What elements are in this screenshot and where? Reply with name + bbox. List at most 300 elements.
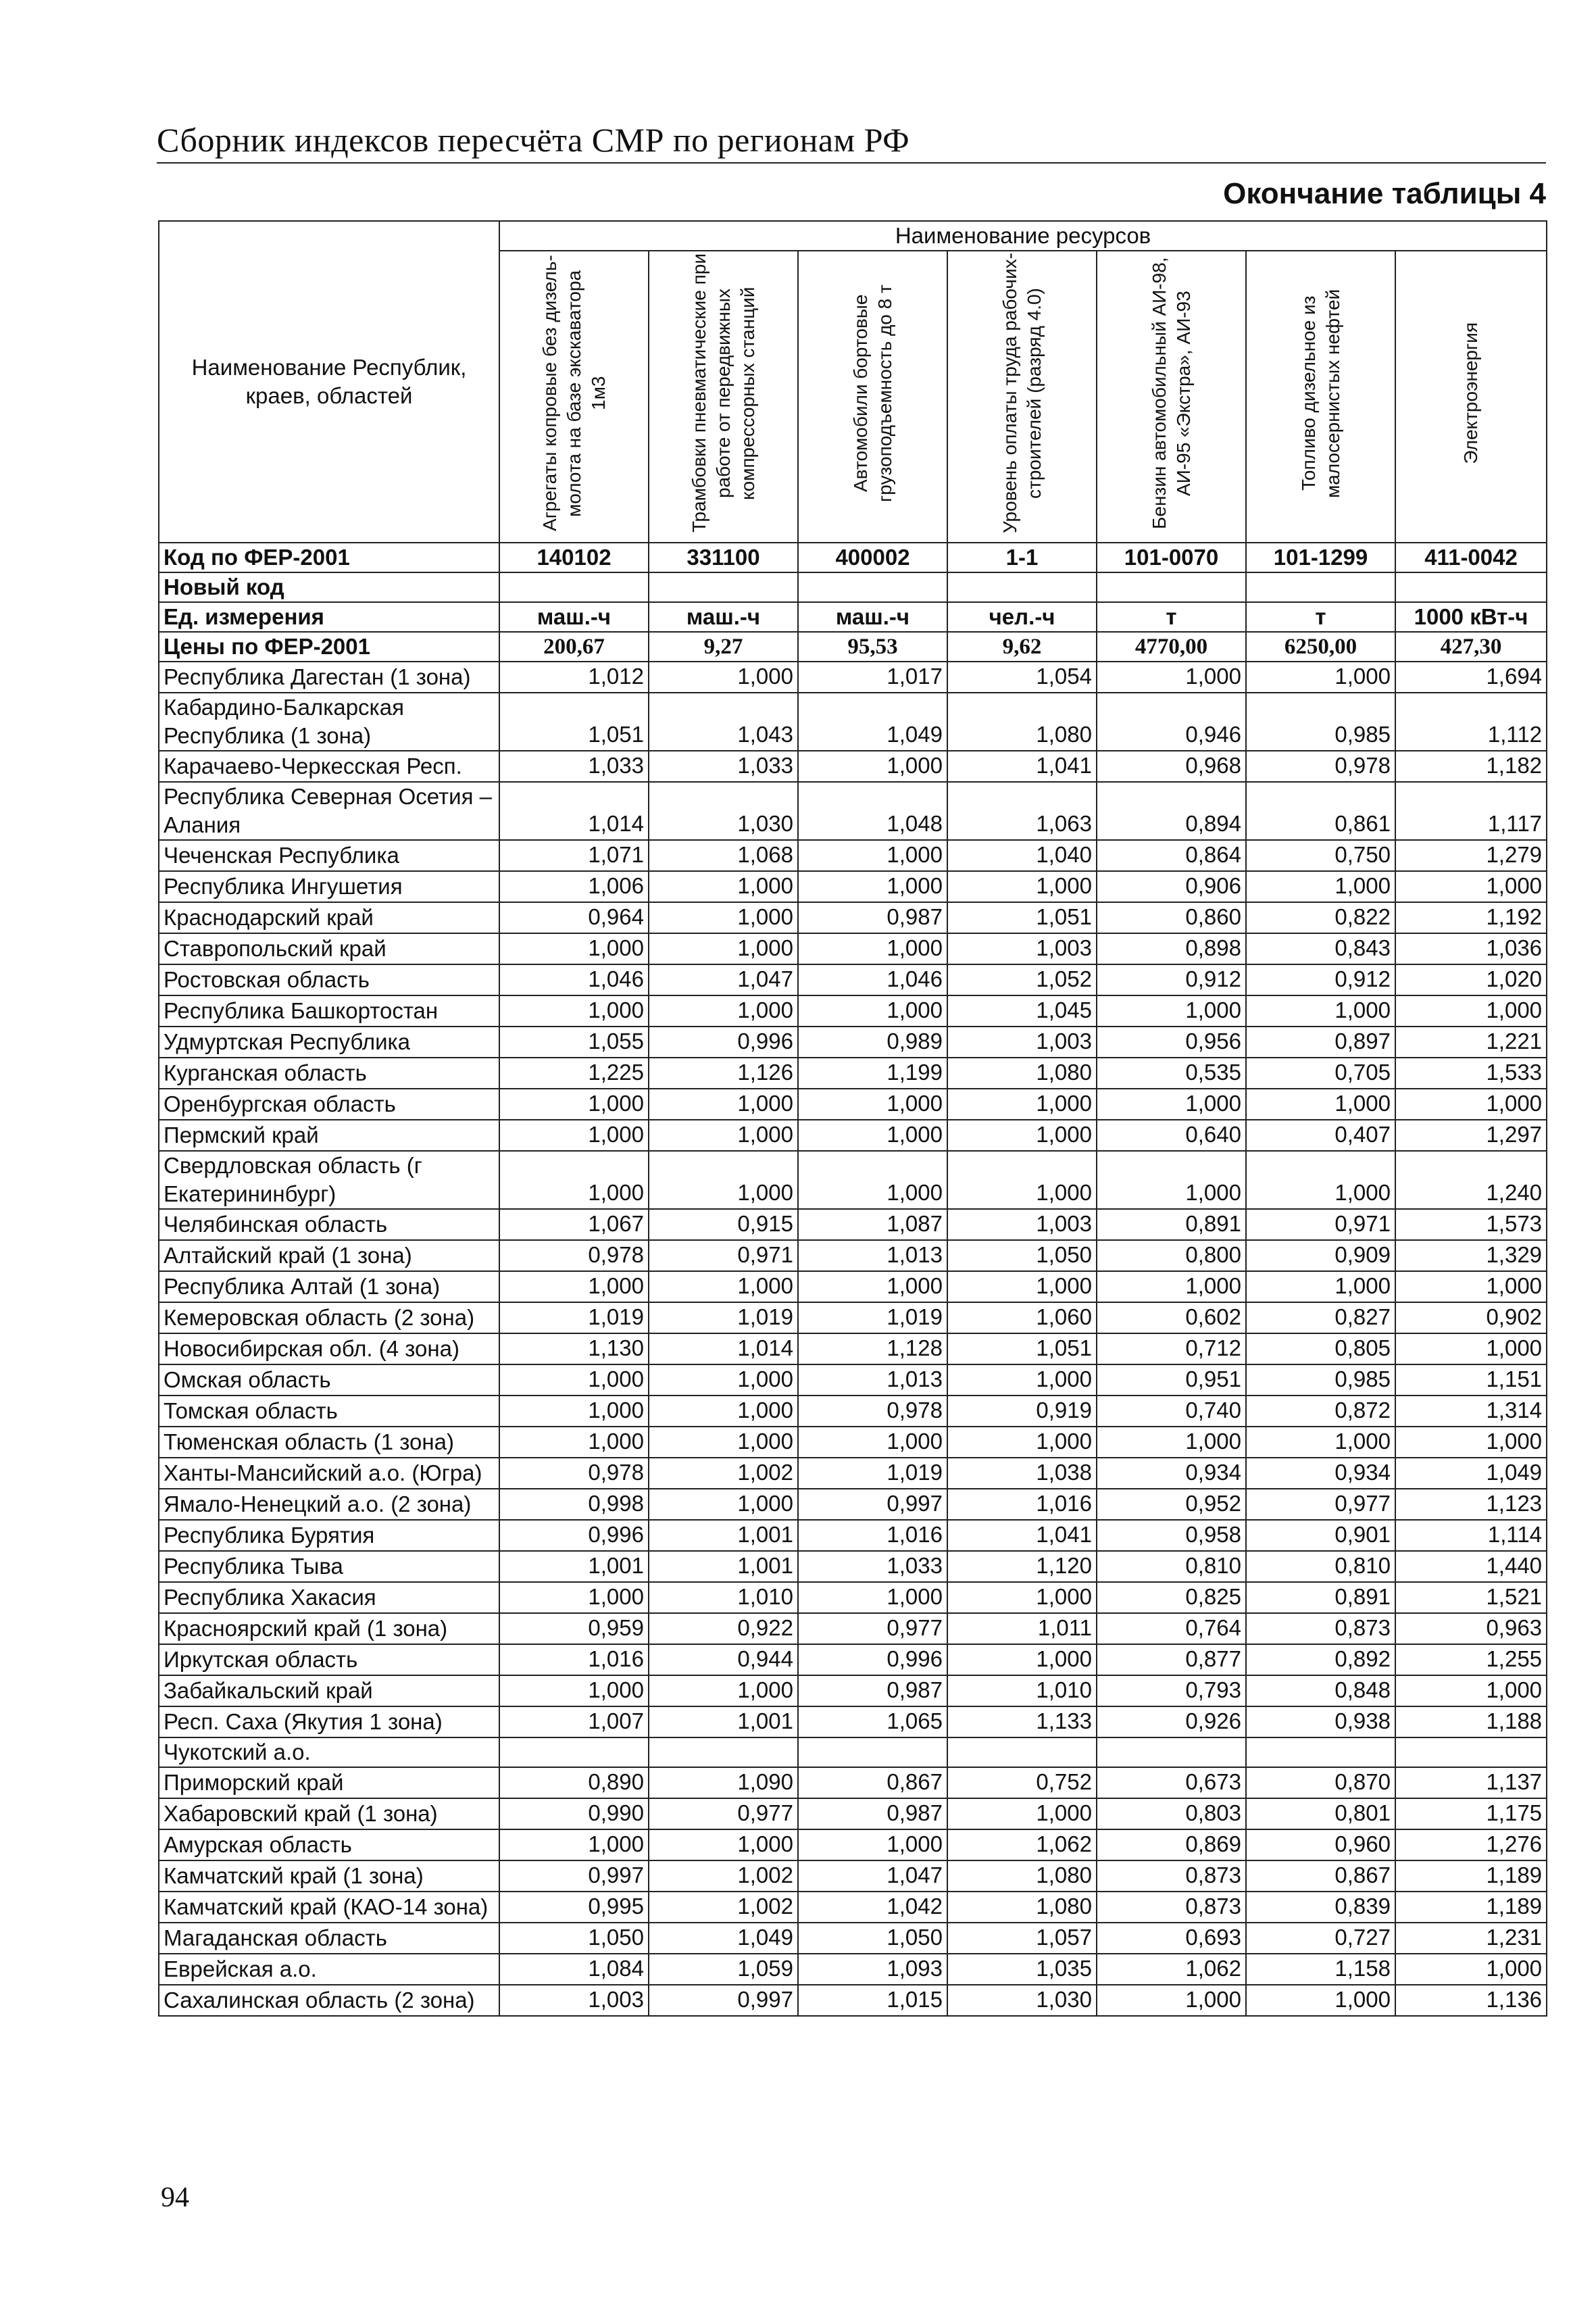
region-name-cell: Сахалинская область (2 зона) xyxy=(159,1985,499,2016)
index-value-cell: 1,000 xyxy=(1097,662,1246,693)
resource-column-label: Уровень оплаты труда рабочих-строителей (разряд 4.0) xyxy=(999,253,1045,534)
index-value-cell: 0,822 xyxy=(1246,902,1395,933)
code-label: Код по ФЕР-2001 xyxy=(159,543,499,572)
table-row xyxy=(159,1271,1547,1302)
index-value-cell: 1,329 xyxy=(1395,1240,1547,1271)
region-name-cell: Чукотский а.о. xyxy=(159,1737,499,1767)
index-value-cell: 0,705 xyxy=(1246,1058,1395,1089)
index-value-cell: 0,877 xyxy=(1097,1644,1246,1675)
index-value-cell: 1,000 xyxy=(1246,1151,1395,1209)
index-value-cell: 1,019 xyxy=(499,1302,649,1333)
index-value-cell: 1,033 xyxy=(798,1551,947,1582)
index-value-cell: 0,997 xyxy=(798,1489,947,1520)
index-value-cell: 1,017 xyxy=(798,662,947,693)
index-value-cell: 0,801 xyxy=(1246,1798,1395,1829)
new-code-cell xyxy=(649,572,798,602)
unit-cell: маш.-ч xyxy=(499,602,649,632)
price-cell: 9,27 xyxy=(649,632,798,662)
index-value-cell: 1,007 xyxy=(499,1706,649,1737)
index-value-cell: 0,892 xyxy=(1246,1644,1395,1675)
index-value-cell: 1,033 xyxy=(499,751,649,782)
index-value-cell: 1,000 xyxy=(1097,995,1246,1027)
index-value-cell: 0,740 xyxy=(1097,1396,1246,1427)
index-value-cell: 1,000 xyxy=(649,1675,798,1706)
index-value-cell: 1,123 xyxy=(1395,1489,1547,1520)
index-value-cell: 0,951 xyxy=(1097,1364,1246,1396)
index-value-cell: 1,000 xyxy=(499,1396,649,1427)
index-value-cell: 1,016 xyxy=(947,1489,1097,1520)
region-name-cell: Кемеровская область (2 зона) xyxy=(159,1302,499,1333)
index-value-cell: 1,117 xyxy=(1395,782,1547,840)
index-value-cell: 0,891 xyxy=(1246,1582,1395,1613)
table-row xyxy=(159,1675,1547,1706)
fer-code-cell: 400002 xyxy=(798,543,947,572)
index-value-cell: 0,971 xyxy=(649,1240,798,1271)
index-value-cell: 1,041 xyxy=(947,751,1097,782)
table-row xyxy=(159,1829,1547,1860)
region-name-cell: Республика Хакасия xyxy=(159,1582,499,1613)
resource-column-header xyxy=(1395,251,1547,543)
region-name-cell: Республика Северная Осетия – Алания xyxy=(159,782,499,840)
index-value-cell: 1,019 xyxy=(649,1302,798,1333)
index-value-cell: 1,063 xyxy=(947,782,1097,840)
index-value-cell: 1,065 xyxy=(798,1706,947,1737)
index-value-cell: 1,225 xyxy=(499,1058,649,1089)
index-value-cell: 0,803 xyxy=(1097,1798,1246,1829)
index-value-cell: 0,995 xyxy=(499,1892,649,1923)
index-value-cell: 0,872 xyxy=(1246,1396,1395,1427)
index-value-cell: 1,050 xyxy=(798,1923,947,1954)
index-value-cell: 1,000 xyxy=(1246,1427,1395,1458)
index-value-cell: 0,987 xyxy=(798,1675,947,1706)
region-name-cell: Республика Ингушетия xyxy=(159,871,499,902)
resource-column-header xyxy=(1097,251,1246,543)
new-code-cell xyxy=(1395,572,1547,602)
index-value-cell: 1,128 xyxy=(798,1333,947,1364)
index-value-cell: 0,919 xyxy=(947,1396,1097,1427)
index-value-cell: 0,902 xyxy=(1395,1302,1547,1333)
index-value-cell: 1,033 xyxy=(649,751,798,782)
index-value-cell: 0,915 xyxy=(649,1209,798,1240)
region-name-cell: Чеченская Республика xyxy=(159,840,499,871)
index-value-cell: 1,019 xyxy=(798,1458,947,1489)
index-value-cell: 0,996 xyxy=(499,1520,649,1551)
region-name-cell: Амурская область xyxy=(159,1829,499,1860)
index-value-cell: 1,188 xyxy=(1395,1706,1547,1737)
index-value-cell: 0,964 xyxy=(499,902,649,933)
index-value-cell: 1,093 xyxy=(798,1954,947,1985)
index-table xyxy=(158,220,1547,2017)
index-value-cell: 0,897 xyxy=(1246,1027,1395,1058)
index-value-cell: 1,130 xyxy=(499,1333,649,1364)
index-value-cell: 0,867 xyxy=(1246,1860,1395,1892)
unit-cell: 1000 кВт-ч xyxy=(1395,602,1547,632)
index-value-cell: 1,000 xyxy=(947,1427,1097,1458)
price-label: Цены по ФЕР-2001 xyxy=(159,632,499,662)
table-row xyxy=(159,1240,1547,1271)
index-value-cell: 1,062 xyxy=(947,1829,1097,1860)
index-value-cell: 0,909 xyxy=(1246,1240,1395,1271)
index-value-cell: 1,000 xyxy=(499,1427,649,1458)
index-value-cell xyxy=(947,1737,1097,1767)
index-value-cell: 1,080 xyxy=(947,1892,1097,1923)
table-row xyxy=(159,1209,1547,1240)
index-value-cell: 1,001 xyxy=(649,1706,798,1737)
table-row xyxy=(159,1058,1547,1089)
index-value-cell: 1,189 xyxy=(1395,1860,1547,1892)
resource-column-label: Автомобили бортовые грузоподъемность до 8 т xyxy=(849,285,895,502)
index-value-cell: 1,000 xyxy=(1395,1427,1547,1458)
table-row xyxy=(159,871,1547,902)
index-value-cell: 0,922 xyxy=(649,1613,798,1644)
index-value-cell: 1,035 xyxy=(947,1954,1097,1985)
index-value-cell: 1,000 xyxy=(499,1120,649,1151)
index-value-cell: 0,960 xyxy=(1246,1829,1395,1860)
index-value-cell: 1,000 xyxy=(1097,1271,1246,1302)
index-value-cell: 1,000 xyxy=(649,902,798,933)
table-row xyxy=(159,782,1547,840)
region-name-cell: Томская область xyxy=(159,1396,499,1427)
index-value-cell: 1,000 xyxy=(649,871,798,902)
table-row xyxy=(159,1151,1547,1209)
index-value-cell: 1,001 xyxy=(649,1551,798,1582)
index-value-cell: 0,825 xyxy=(1097,1582,1246,1613)
index-value-cell: 0,990 xyxy=(499,1798,649,1829)
index-value-cell: 0,978 xyxy=(798,1396,947,1427)
unit-cell: маш.-ч xyxy=(798,602,947,632)
index-value-cell: 1,030 xyxy=(947,1985,1097,2016)
index-value-cell xyxy=(1395,1737,1547,1767)
index-value-cell: 1,000 xyxy=(1246,662,1395,693)
index-value-cell: 1,151 xyxy=(1395,1364,1547,1396)
unit-cell: чел.-ч xyxy=(947,602,1097,632)
region-name-cell: Хабаровский край (1 зона) xyxy=(159,1798,499,1829)
index-value-cell: 1,000 xyxy=(1097,1089,1246,1120)
region-name-cell: Республика Башкортостан xyxy=(159,995,499,1027)
index-value-cell: 1,000 xyxy=(1395,1089,1547,1120)
index-value-cell: 1,003 xyxy=(947,933,1097,964)
index-value-cell: 1,046 xyxy=(798,964,947,995)
index-value-cell: 1,051 xyxy=(947,1333,1097,1364)
index-value-cell: 1,040 xyxy=(947,840,1097,871)
index-value-cell: 0,891 xyxy=(1097,1209,1246,1240)
index-value-cell: 1,010 xyxy=(649,1582,798,1613)
index-value-cell xyxy=(798,1737,947,1767)
index-value-cell: 1,255 xyxy=(1395,1644,1547,1675)
index-value-cell: 1,000 xyxy=(947,1271,1097,1302)
index-value-cell: 1,000 xyxy=(499,1364,649,1396)
index-value-cell: 0,978 xyxy=(1246,751,1395,782)
region-name-cell: Еврейская а.о. xyxy=(159,1954,499,1985)
index-value-cell: 1,013 xyxy=(798,1240,947,1271)
index-value-cell: 1,114 xyxy=(1395,1520,1547,1551)
index-value-cell: 1,573 xyxy=(1395,1209,1547,1240)
index-value-cell: 0,860 xyxy=(1097,902,1246,933)
region-name-cell: Республика Бурятия xyxy=(159,1520,499,1551)
index-value-cell: 0,640 xyxy=(1097,1120,1246,1151)
table-row xyxy=(159,1737,1547,1767)
index-value-cell: 0,938 xyxy=(1246,1706,1395,1737)
index-value-cell: 0,827 xyxy=(1246,1302,1395,1333)
header-divider xyxy=(157,162,1546,164)
new-code-label: Новый код xyxy=(159,572,499,602)
table-row xyxy=(159,662,1547,693)
region-name-cell: Оренбургская область xyxy=(159,1089,499,1120)
index-value-cell: 0,977 xyxy=(1246,1489,1395,1520)
index-value-cell: 0,873 xyxy=(1097,1860,1246,1892)
index-value-cell: 1,000 xyxy=(947,1582,1097,1613)
index-value-cell: 0,959 xyxy=(499,1613,649,1644)
index-value-cell: 1,051 xyxy=(499,693,649,751)
index-value-cell xyxy=(1246,1737,1395,1767)
table-row xyxy=(159,1302,1547,1333)
fer-code-cell: 101-0070 xyxy=(1097,543,1246,572)
index-value-cell: 1,080 xyxy=(947,1860,1097,1892)
price-cell: 9,62 xyxy=(947,632,1097,662)
fer-code-cell: 140102 xyxy=(499,543,649,572)
region-name-cell: Республика Дагестан (1 зона) xyxy=(159,662,499,693)
region-name-cell: Удмуртская Республика xyxy=(159,1027,499,1058)
index-value-cell: 1,001 xyxy=(649,1520,798,1551)
region-name-cell: Иркутская область xyxy=(159,1644,499,1675)
index-value-cell: 0,793 xyxy=(1097,1675,1246,1706)
region-name-cell: Омская область xyxy=(159,1364,499,1396)
index-value-cell: 1,014 xyxy=(649,1333,798,1364)
table-row xyxy=(159,1892,1547,1923)
index-value-cell: 1,240 xyxy=(1395,1151,1547,1209)
index-value-cell: 1,010 xyxy=(947,1675,1097,1706)
region-name-cell: Краснодарский край xyxy=(159,902,499,933)
table-row xyxy=(159,1396,1547,1427)
index-value-cell: 0,869 xyxy=(1097,1829,1246,1860)
index-value-cell: 1,000 xyxy=(499,1675,649,1706)
index-value-cell: 1,000 xyxy=(649,1120,798,1151)
index-value-cell: 1,049 xyxy=(1395,1458,1547,1489)
index-value-cell: 1,047 xyxy=(649,964,798,995)
index-value-cell: 0,987 xyxy=(798,1798,947,1829)
index-value-cell: 1,059 xyxy=(649,1954,798,1985)
page-number: 94 xyxy=(161,2182,189,2213)
index-value-cell: 0,963 xyxy=(1395,1613,1547,1644)
index-value-cell: 1,000 xyxy=(499,1089,649,1120)
index-value-cell: 1,000 xyxy=(649,1089,798,1120)
index-value-cell: 0,934 xyxy=(1246,1458,1395,1489)
region-name-cell: Алтайский край (1 зона) xyxy=(159,1240,499,1271)
region-name-cell: Красноярский край (1 зона) xyxy=(159,1613,499,1644)
index-value-cell: 0,912 xyxy=(1246,964,1395,995)
index-value-cell: 1,006 xyxy=(499,871,649,902)
index-value-cell: 1,000 xyxy=(947,1151,1097,1209)
table-row xyxy=(159,933,1547,964)
index-value-cell: 1,000 xyxy=(1395,871,1547,902)
index-value-cell: 1,000 xyxy=(798,1151,947,1209)
index-value-cell: 1,000 xyxy=(1246,1089,1395,1120)
index-value-cell: 1,175 xyxy=(1395,1798,1547,1829)
index-value-cell: 0,693 xyxy=(1097,1923,1246,1954)
index-value-cell: 1,000 xyxy=(1395,1675,1547,1706)
index-value-cell: 1,440 xyxy=(1395,1551,1547,1582)
table-row xyxy=(159,840,1547,871)
index-value-cell: 1,000 xyxy=(947,1120,1097,1151)
index-value-cell: 1,133 xyxy=(947,1706,1097,1737)
index-value-cell: 0,901 xyxy=(1246,1520,1395,1551)
index-value-cell: 1,000 xyxy=(798,995,947,1027)
index-value-cell: 1,002 xyxy=(649,1860,798,1892)
table-row xyxy=(159,1364,1547,1396)
region-name-cell: Пермский край xyxy=(159,1120,499,1151)
index-value-cell: 1,533 xyxy=(1395,1058,1547,1089)
index-value-cell: 1,047 xyxy=(798,1860,947,1892)
index-value-cell: 1,002 xyxy=(649,1458,798,1489)
table-row xyxy=(159,1089,1547,1120)
index-value-cell: 1,182 xyxy=(1395,751,1547,782)
table-row xyxy=(159,1767,1547,1798)
index-value-cell: 1,000 xyxy=(798,751,947,782)
index-value-cell: 0,602 xyxy=(1097,1302,1246,1333)
price-cell: 95,53 xyxy=(798,632,947,662)
index-value-cell: 0,906 xyxy=(1097,871,1246,902)
new-code-cell xyxy=(947,572,1097,602)
table-row xyxy=(159,1954,1547,1985)
document-header-title: Сборник индексов пересчёта СМР по регионам РФ xyxy=(157,121,910,159)
index-value-cell: 1,084 xyxy=(499,1954,649,1985)
index-value-cell: 1,694 xyxy=(1395,662,1547,693)
index-value-cell: 0,870 xyxy=(1246,1767,1395,1798)
new-code-cell xyxy=(1246,572,1395,602)
index-value-cell: 0,843 xyxy=(1246,933,1395,964)
index-value-cell: 1,000 xyxy=(1395,1333,1547,1364)
index-value-cell: 0,997 xyxy=(499,1860,649,1892)
index-value-cell: 0,987 xyxy=(798,902,947,933)
index-value-cell: 1,297 xyxy=(1395,1120,1547,1151)
index-value-cell: 1,000 xyxy=(798,1120,947,1151)
resource-column-label: Электроэнергия xyxy=(1460,322,1482,464)
index-value-cell: 0,873 xyxy=(1097,1892,1246,1923)
region-name-cell: Карачаево-Черкесская Респ. xyxy=(159,751,499,782)
table-row xyxy=(159,1333,1547,1364)
index-value-cell: 1,000 xyxy=(947,1364,1097,1396)
index-value-cell: 1,019 xyxy=(798,1302,947,1333)
index-value-cell: 0,890 xyxy=(499,1767,649,1798)
index-value-cell: 0,839 xyxy=(1246,1892,1395,1923)
index-value-cell: 0,996 xyxy=(649,1027,798,1058)
new-code-cell xyxy=(1097,572,1246,602)
index-value-cell: 1,000 xyxy=(1395,995,1547,1027)
index-value-cell: 1,000 xyxy=(798,840,947,871)
index-value-cell: 1,049 xyxy=(798,693,947,751)
index-value-cell: 1,000 xyxy=(499,1151,649,1209)
region-column-header: Наименование Республик, краев, областей xyxy=(159,221,499,543)
region-name-cell: Ханты-Мансийский а.о. (Югра) xyxy=(159,1458,499,1489)
index-value-cell: 1,000 xyxy=(947,871,1097,902)
resource-column-header xyxy=(947,251,1097,543)
index-value-cell: 1,158 xyxy=(1246,1954,1395,1985)
table-row xyxy=(159,995,1547,1027)
index-value-cell: 1,012 xyxy=(499,662,649,693)
resource-column-label: Агрегаты копровые без дизель-молота на базе экскаватора 1м3 xyxy=(539,255,609,532)
index-value-cell: 1,015 xyxy=(798,1985,947,2016)
index-value-cell: 1,000 xyxy=(1246,995,1395,1027)
region-name-cell: Тюменская область (1 зона) xyxy=(159,1427,499,1458)
resources-header: Наименование ресурсов xyxy=(499,221,1547,251)
index-value-cell: 0,848 xyxy=(1246,1675,1395,1706)
index-value-cell: 1,011 xyxy=(947,1613,1097,1644)
region-name-cell: Ростовская область xyxy=(159,964,499,995)
index-value-cell: 0,727 xyxy=(1246,1923,1395,1954)
region-name-cell: Респ. Саха (Якутия 1 зона) xyxy=(159,1706,499,1737)
index-value-cell: 1,020 xyxy=(1395,964,1547,995)
index-value-cell: 1,000 xyxy=(1246,871,1395,902)
resource-column-label: Трамбовки пневматические при работе от передвижных компрессорных станций xyxy=(688,253,758,533)
index-value-cell: 1,000 xyxy=(649,933,798,964)
index-value-cell: 1,000 xyxy=(798,1829,947,1860)
region-name-cell: Кабардино-Балкарская Республика (1 зона) xyxy=(159,693,499,751)
region-name-cell: Курганская область xyxy=(159,1058,499,1089)
index-value-cell: 1,050 xyxy=(947,1240,1097,1271)
index-value-cell: 1,000 xyxy=(798,1271,947,1302)
index-value-cell: 0,864 xyxy=(1097,840,1246,871)
table-row xyxy=(159,751,1547,782)
fer-code-cell: 411-0042 xyxy=(1395,543,1547,572)
index-value-cell: 0,998 xyxy=(499,1489,649,1520)
index-value-cell: 1,014 xyxy=(499,782,649,840)
index-value-cell: 1,013 xyxy=(798,1364,947,1396)
table-row xyxy=(159,1582,1547,1613)
index-value-cell: 1,038 xyxy=(947,1458,1097,1489)
table-row xyxy=(159,1427,1547,1458)
table-row xyxy=(159,1923,1547,1954)
index-value-cell: 0,712 xyxy=(1097,1333,1246,1364)
index-value-cell: 0,861 xyxy=(1246,782,1395,840)
index-value-cell: 1,221 xyxy=(1395,1027,1547,1058)
index-value-cell: 1,000 xyxy=(649,1489,798,1520)
price-cell: 200,67 xyxy=(499,632,649,662)
index-value-cell: 0,894 xyxy=(1097,782,1246,840)
fer-code-cell: 331100 xyxy=(649,543,798,572)
index-value-cell: 1,016 xyxy=(798,1520,947,1551)
index-value-cell: 0,977 xyxy=(798,1613,947,1644)
index-value-cell: 0,952 xyxy=(1097,1489,1246,1520)
index-value-cell: 1,000 xyxy=(649,1396,798,1427)
index-value-cell: 1,000 xyxy=(649,662,798,693)
index-value-cell: 1,136 xyxy=(1395,1985,1547,2016)
index-value-cell: 0,978 xyxy=(499,1240,649,1271)
index-value-cell: 1,314 xyxy=(1395,1396,1547,1427)
index-value-cell: 0,944 xyxy=(649,1644,798,1675)
region-name-cell: Свердловская область (г Екатерининбург) xyxy=(159,1151,499,1209)
index-value-cell: 0,971 xyxy=(1246,1209,1395,1240)
index-value-cell xyxy=(499,1737,649,1767)
index-value-cell: 1,000 xyxy=(947,1798,1097,1829)
index-value-cell: 1,000 xyxy=(499,933,649,964)
index-value-cell: 1,000 xyxy=(499,995,649,1027)
index-value-cell: 0,997 xyxy=(649,1985,798,2016)
fer-code-cell: 101-1299 xyxy=(1246,543,1395,572)
index-value-cell: 0,977 xyxy=(649,1798,798,1829)
index-value-cell: 0,407 xyxy=(1246,1120,1395,1151)
table-row xyxy=(159,1985,1547,2016)
index-value-cell: 0,750 xyxy=(1246,840,1395,871)
index-value-cell: 1,279 xyxy=(1395,840,1547,871)
index-value-cell: 1,057 xyxy=(947,1923,1097,1954)
table-row xyxy=(159,1120,1547,1151)
index-value-cell: 1,002 xyxy=(649,1892,798,1923)
fer-code-cell: 1-1 xyxy=(947,543,1097,572)
index-value-cell: 1,030 xyxy=(649,782,798,840)
new-code-cell xyxy=(798,572,947,602)
region-name-cell: Магаданская область xyxy=(159,1923,499,1954)
index-value-cell: 1,055 xyxy=(499,1027,649,1058)
